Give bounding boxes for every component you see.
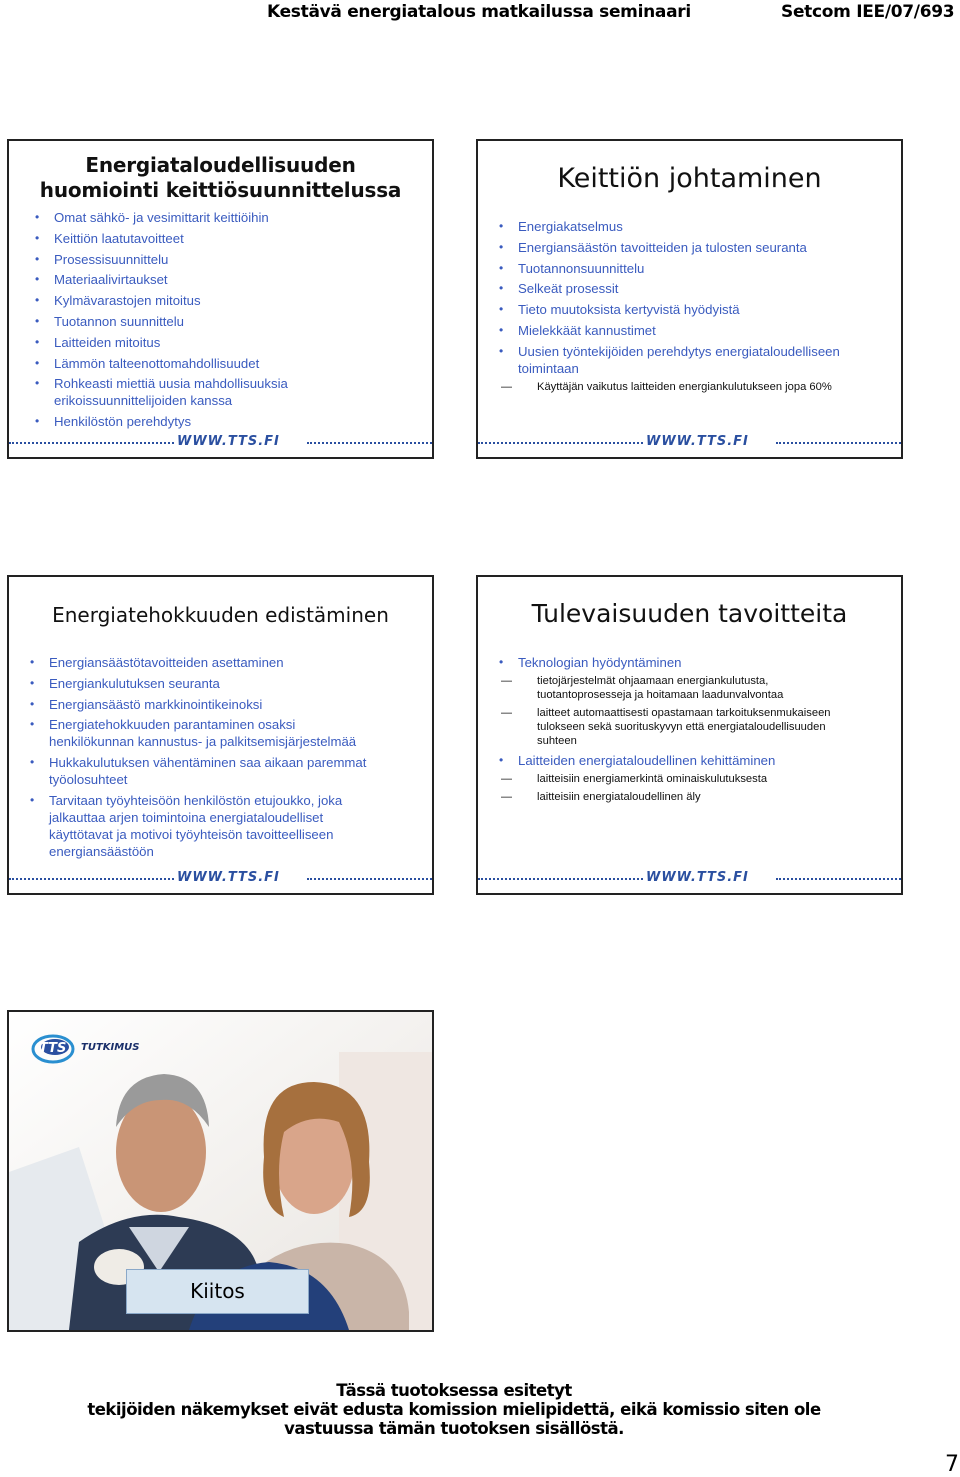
disclaimer-line: vastuussa tämän tuotoksen sisällöstä. [284,1419,624,1438]
disclaimer-line: Tässä tuotoksessa esitetyt [336,1381,572,1400]
sub-list-item: — tietojärjestelmät ohjaamaan energiankulutusta, tuotantoprosesseja ja hoitamaan laadunvalvontaa [497,674,862,702]
list-item: • Tieto muutoksista kertyvistä hyödyistä [497,301,872,318]
list-item: • Energiansäästötavoitteiden asettaminen [28,654,368,671]
list-item: • Energiankulutuksen seuranta [28,675,368,692]
slide-title: Energiatehokkuuden edistäminen [52,603,389,627]
list-item: • Tarvitaan työyhteisöön henkilöstön etujoukko, joka jalkauttaa arjen toimintoina energiataloudelliset käyttötavat ja motivoi työyhteisön tavoitteelliseen energiansäästöön [28,792,369,860]
list-item-text: Uusien työntekijöiden perehdytys energiataloudelliseen toimintaan [518,343,840,376]
list-item: • Energiansäästö markkinointikeinoksi [28,696,368,713]
list-item: • Materiaalivirtaukset [33,271,403,288]
list-item: • Hukkakulutuksen vähentäminen saa aikaan paremmat työolosuhteet [28,754,368,788]
sub-list [497,380,872,394]
disclaimer-line: tekijöiden näkemykset eivät edusta komission mielipidettä, eikä komissio siten ole [87,1400,821,1419]
slide-title: Energiataloudellisuuden huomiointi keittiösuunnittelussa [39,153,402,202]
footer-dots [307,878,432,882]
footer-dots [776,878,901,882]
list-item: • Henkilöstön perehdytys [33,413,403,430]
bullet-list [497,654,862,808]
list-item-text: Teknologian hyödyntäminen [518,655,682,670]
logo-subtext: TUTKIMUS [81,1042,140,1053]
list-item [497,343,872,394]
footer-dots [9,878,174,882]
list-item: • Lämmön talteenottomahdollisuudet [33,355,403,372]
slide-title: Tulevaisuuden tavoitteita [531,599,848,628]
tts-logo [31,1032,151,1071]
page-number: 7 [945,1452,959,1477]
sub-list [497,772,862,804]
thanks-caption: Kiitos [126,1269,309,1314]
footer-dots [307,442,432,446]
list-item: • Tuotannon suunnittelu [33,313,403,330]
document-header-title: Kestävä energiatalous matkailussa seminaari [267,2,691,22]
bullet-list [33,209,403,434]
document-header-code: Setcom IEE/07/693 [781,2,955,22]
list-item: • Energiatehokkuuden parantaminen osaksi henkilökunnan kannustus- ja palkitsemisjärjestelmää [28,716,368,750]
logo-text: TTS [39,1041,67,1056]
list-item: • Laitteiden mitoitus [33,334,403,351]
footer-brand: WWW.TTS.FI [646,870,749,885]
list-item: • Energiansäästön tavoitteiden ja tulosten seuranta [497,239,872,256]
slide-2 [476,139,903,459]
footer-dots [478,442,643,446]
list-item-text: Laitteiden energiataloudellinen kehittäminen [518,753,776,768]
slide-4 [476,575,903,895]
sub-list [497,674,862,748]
slide-title: Keittiön johtaminen [557,163,822,194]
list-item: • Selkeät prosessit [497,280,872,297]
footer-dots [478,878,643,882]
list-item: • Keittiön laatutavoitteet [33,230,403,247]
list-item: • Rohkeasti miettiä uusia mahdollisuuksia erikoissuunnittelijoiden kanssa [33,375,309,409]
footer-brand: WWW.TTS.FI [646,434,749,449]
slide-footer [478,434,901,449]
list-item [497,752,862,804]
slide-1 [7,139,434,459]
sub-list-item: — laitteisiin energiamerkintä ominaiskulutuksesta [497,772,862,786]
list-item: • Tuotannonsuunnittelu [497,260,872,277]
sub-list-item: — Käyttäjän vaikutus laitteiden energiankulutukseen jopa 60% [497,380,872,394]
slide-5-photo [7,1010,434,1332]
list-item: • Prosessisuunnittelu [33,251,403,268]
footer-dots [776,442,901,446]
bullet-list [28,654,368,864]
slide-footer [478,870,901,885]
list-item: • Mielekkäät kannustimet [497,322,872,339]
footer-brand: WWW.TTS.FI [177,434,280,449]
sub-list-item: — laitteisiin energiataloudellinen äly [497,790,862,804]
bullet-list [497,218,872,398]
slide-footer [9,870,432,885]
sub-list-item: — laitteet automaattisesti opastamaan tarkoituksenmukaiseen tulokseen sekä suorituskyvyn että energiataloudellisuuden suhteen [497,706,862,748]
slide-3 [7,575,434,895]
slide-footer [9,434,432,449]
list-item [497,654,862,748]
list-item: • Omat sähkö- ja vesimittarit keittiöihin [33,209,403,226]
footer-dots [9,442,174,446]
footer-brand: WWW.TTS.FI [177,870,280,885]
list-item: • Kylmävarastojen mitoitus [33,292,403,309]
list-item: • Energiakatselmus [497,218,872,235]
